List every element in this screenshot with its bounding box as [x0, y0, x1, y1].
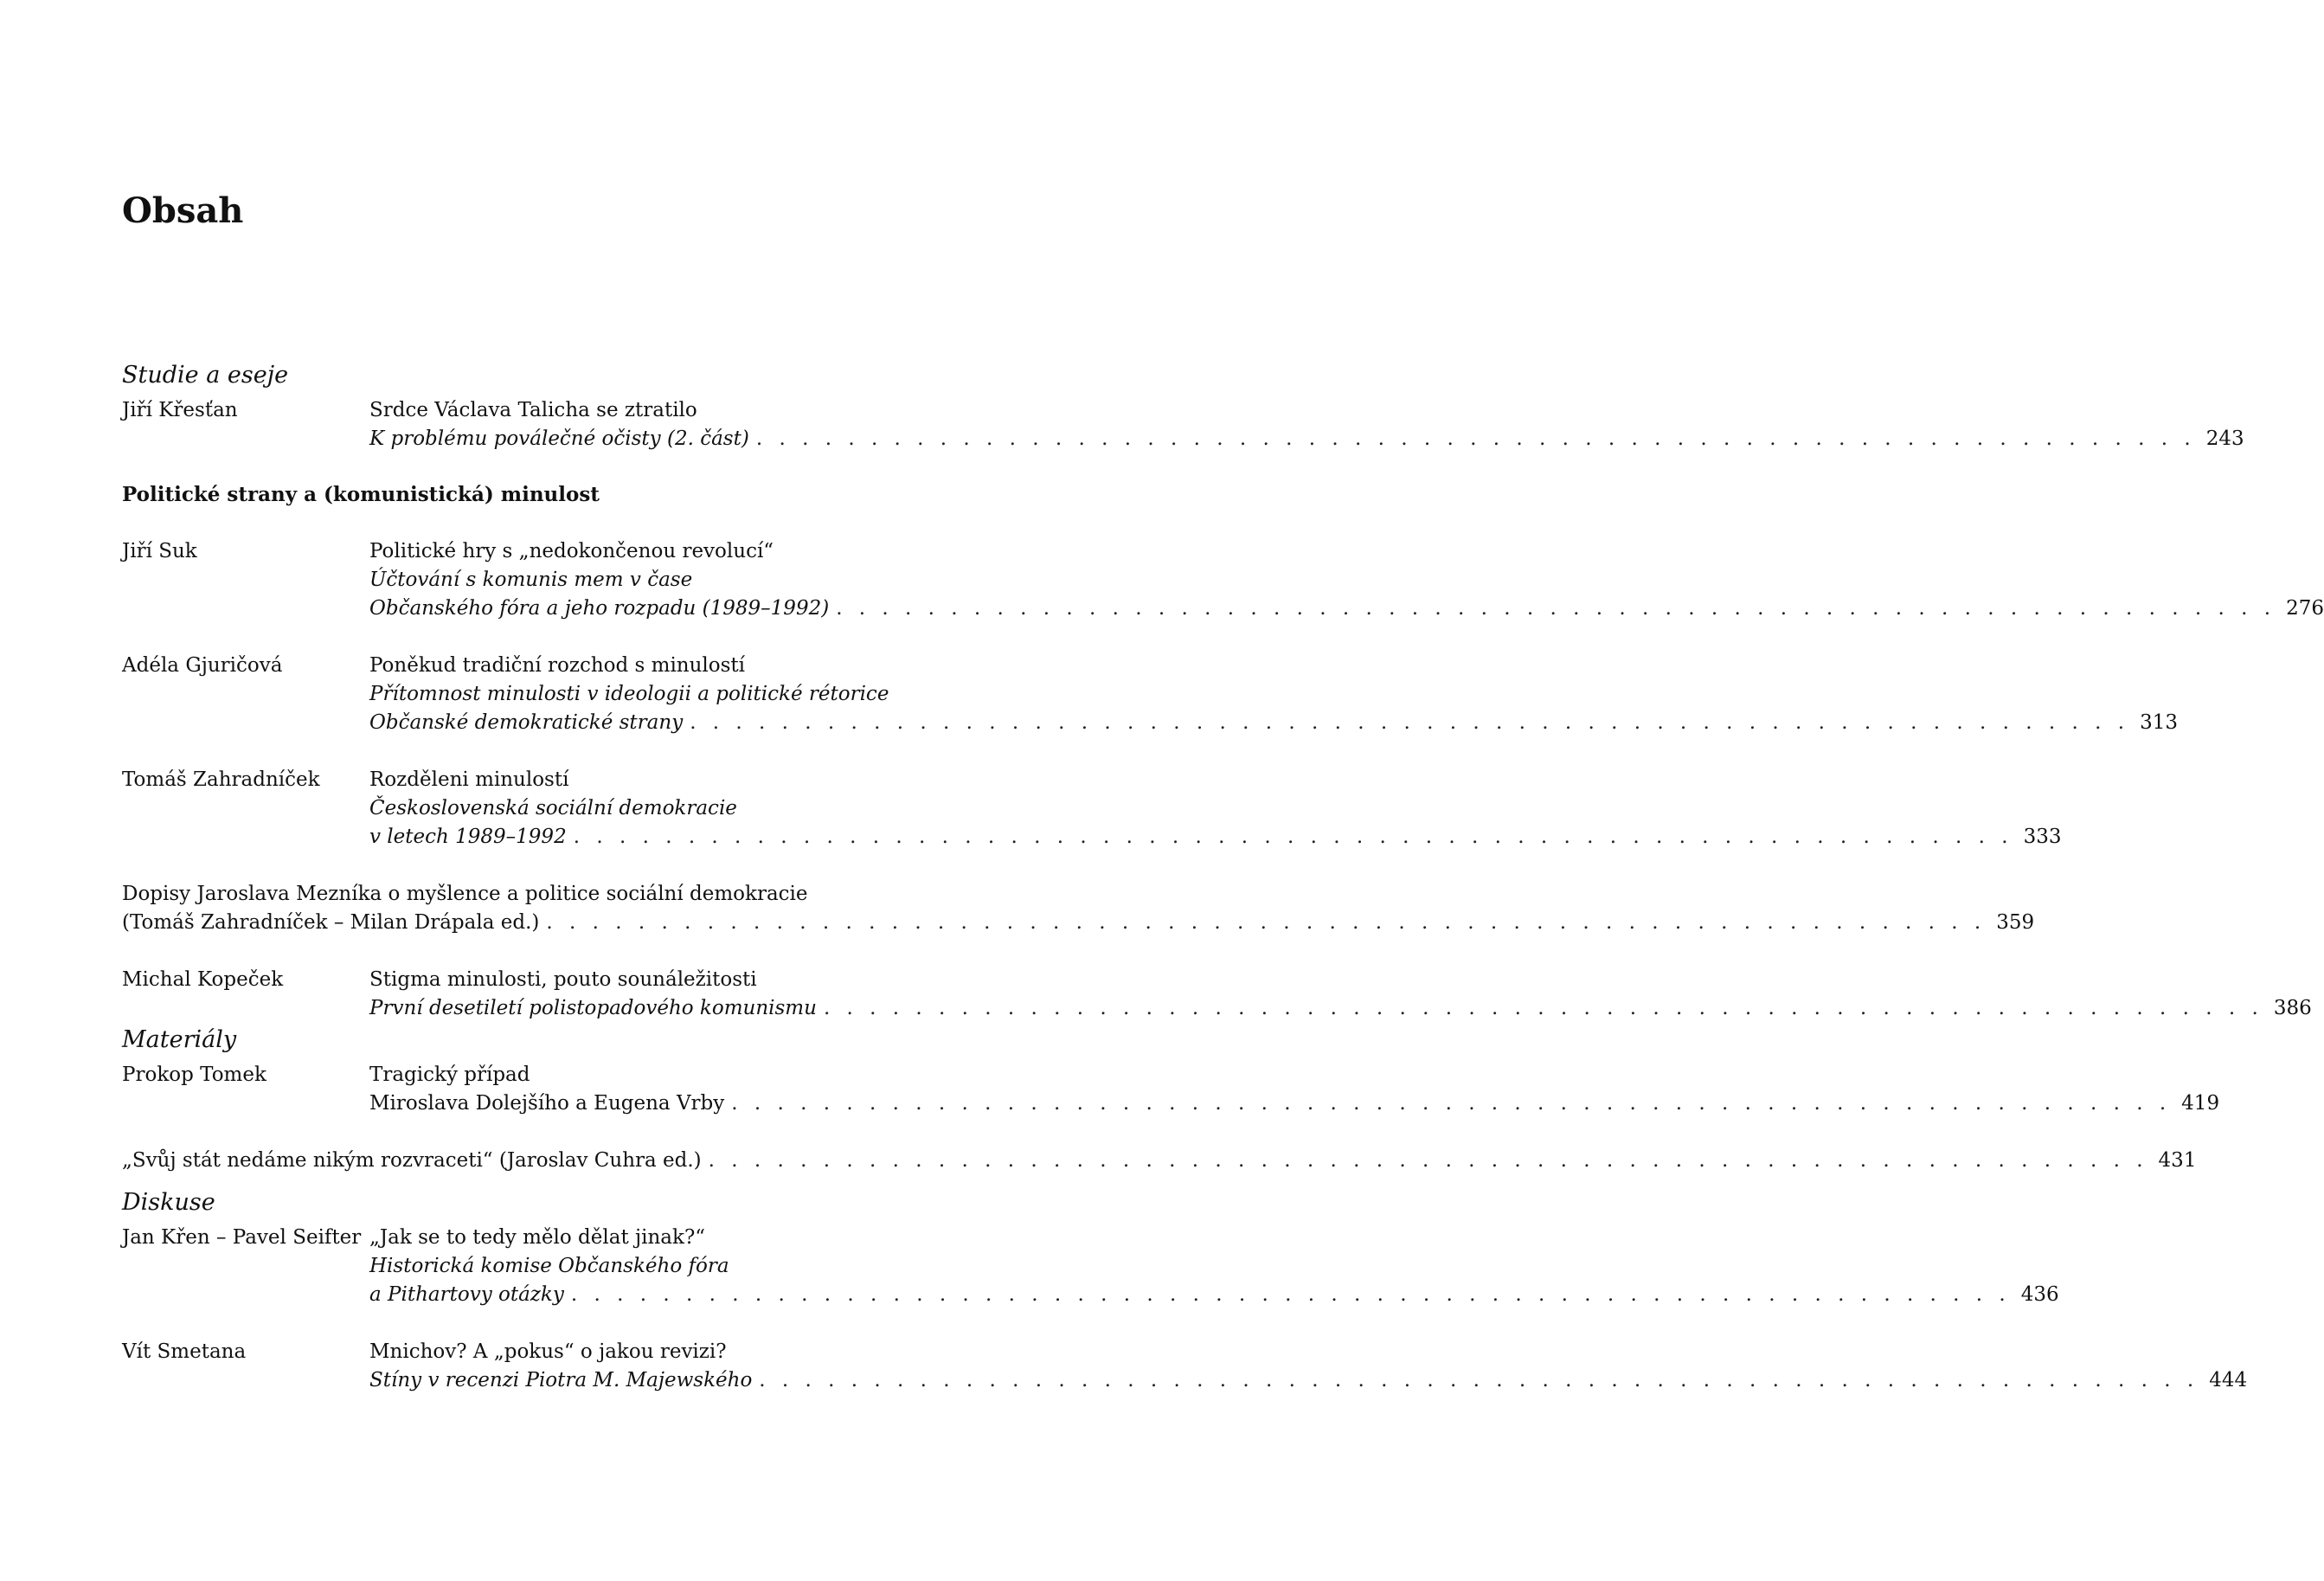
toc-entry-cuhra — [122, 1147, 2197, 1175]
entry-subtitle: Historická komise Občanského fóra — [369, 1255, 729, 1277]
entry-subtitle: Stíny v recenzi Piotra M. Majewského — [369, 1369, 753, 1391]
toc-entry-smetana — [122, 1338, 2248, 1395]
leader-dots: . . . . . . . . . . . . . . . . . . . . . . . . . . . . . . . . . . . . . . . . . . . . . . . . . . . . . . . . . . . . . . . — [690, 711, 2130, 734]
entry-subtitle: Miroslava Dolejšího a Eugena Vrby — [369, 1092, 725, 1115]
section-heading-strany: Politické strany a (komunistická) minulost — [122, 483, 600, 506]
entry-page-number: 313 — [2140, 711, 2178, 734]
entry-page-number: 386 — [2273, 997, 2312, 1019]
entry-subtitle: v letech 1989–1992 — [369, 826, 567, 848]
entry-subtitle: Přítomnost minulosti v ideologii a politické rétorice — [369, 683, 889, 705]
entry-page-number: 276 — [2286, 597, 2324, 620]
entry-title: Stigma minulosti, pouto sounáležitosti — [369, 968, 757, 991]
leader-dots: . . . . . . . . . . . . . . . . . . . . . . . . . . . . . . . . . . . . . . . . . . . . . . . . . . . . . . . . . . . . . . . — [570, 1283, 2011, 1306]
section-heading-diskuse: Diskuse — [122, 1189, 215, 1216]
entry-title: Rozděleni minulostí — [369, 768, 569, 791]
toc-list — [122, 360, 2324, 1395]
entry-page-number: 243 — [2205, 427, 2244, 450]
entry-title: „Svůj stát nedáme nikým rozvraceti“ (Jaroslav Cuhra ed.) — [122, 1149, 702, 1172]
leader-dots: . . . . . . . . . . . . . . . . . . . . . . . . . . . . . . . . . . . . . . . . . . . . . . . . . . . . . . . . . . . . . . . — [573, 826, 2013, 848]
entry-page-number: 333 — [2023, 826, 2062, 848]
entry-subtitle: Československá sociální demokracie — [369, 797, 737, 819]
entry-author: Tomáš Zahradníček — [122, 768, 320, 791]
entry-page-number: 436 — [2020, 1283, 2059, 1306]
toc-entry-kresan — [122, 396, 2244, 453]
entry-subtitle: K problému poválečné očisty (2. část) — [369, 427, 749, 450]
entry-author: Jiří Křesťan — [122, 399, 238, 421]
entry-title: Poněkud tradiční rozchod s minulostí — [369, 654, 746, 677]
entry-title: „Jak se to tedy mělo dělat jinak?“ — [369, 1226, 706, 1249]
entry-author: Jan Křen – Pavel Seifter — [122, 1226, 362, 1249]
leader-dots: . . . . . . . . . . . . . . . . . . . . . . . . . . . . . . . . . . . . . . . . . . . . . . . . . . . . . . . . . . . . . . . — [836, 597, 2276, 620]
leader-dots: . . . . . . . . . . . . . . . . . . . . . . . . . . . . . . . . . . . . . . . . . . . . . . . . . . . . . . . . . . . . . . . — [731, 1092, 2172, 1115]
entry-title: Politické hry s „nedokončenou revolucí“ — [369, 540, 774, 562]
entry-subtitle: První desetiletí polistopadového komunismu — [369, 997, 817, 1019]
entry-subtitle: Účtování s komunis mem v čase — [369, 569, 693, 591]
entry-author: Prokop Tomek — [122, 1064, 266, 1086]
leader-dots: . . . . . . . . . . . . . . . . . . . . . . . . . . . . . . . . . . . . . . . . . . . . . . . . . . . . . . . . . . . . . . . — [546, 911, 1987, 934]
toc-entry-zahradnicek — [122, 766, 2062, 852]
toc-entry-tomek — [122, 1061, 2220, 1118]
section-heading-materialy: Materiály — [122, 1026, 237, 1053]
entry-subtitle: Občanského fóra a jeho rozpadu (1989–1992) — [369, 597, 830, 620]
section-heading-studie: Studie a eseje — [122, 362, 289, 389]
page-title: Obsah — [122, 190, 244, 231]
entry-subtitle: a Pithartovy otázky — [369, 1283, 564, 1306]
entry-subtitle: Občanské demokratické strany — [369, 711, 684, 734]
entry-title: Srdce Václava Talicha se ztratilo — [369, 399, 697, 421]
leader-dots: . . . . . . . . . . . . . . . . . . . . . . . . . . . . . . . . . . . . . . . . . . . . . . . . . . . . . . . . . . . . . . . — [755, 427, 2196, 450]
entry-author: Vít Smetana — [122, 1340, 247, 1363]
leader-dots: . . . . . . . . . . . . . . . . . . . . . . . . . . . . . . . . . . . . . . . . . . . . . . . . . . . . . . . . . . . . . . . — [759, 1369, 2199, 1391]
toc-entry-kopecek — [122, 966, 2312, 1023]
entry-author: Jiří Suk — [122, 540, 197, 562]
entry-author: Adéla Gjuričová — [122, 654, 283, 677]
entry-title: Dopisy Jaroslava Mezníka o myšlence a politice sociální demokracie — [122, 883, 808, 905]
entry-editors: (Tomáš Zahradníček – Milan Drápala ed.) — [122, 911, 540, 934]
leader-dots: . . . . . . . . . . . . . . . . . . . . . . . . . . . . . . . . . . . . . . . . . . . . . . . . . . . . . . . . . . . . . . . — [823, 997, 2263, 1019]
entry-title: Mnichov? A „pokus“ o jakou revizi? — [369, 1340, 727, 1363]
entry-page-number: 359 — [1996, 911, 2035, 934]
toc-entry-gjuricova — [122, 652, 2178, 737]
entry-author: Michal Kopeček — [122, 968, 284, 991]
entry-page-number: 419 — [2181, 1092, 2220, 1115]
toc-entry-kren — [122, 1224, 2059, 1309]
entry-title: Tragický případ — [369, 1064, 530, 1086]
leader-dots: . . . . . . . . . . . . . . . . . . . . . . . . . . . . . . . . . . . . . . . . . . . . . . . . . . . . . . . . . . . . . . . — [708, 1149, 2148, 1172]
toc-entry-suk — [122, 537, 2324, 623]
toc-entry-meznik — [122, 880, 2035, 937]
entry-page-number: 431 — [2158, 1149, 2197, 1172]
entry-page-number: 444 — [2209, 1369, 2248, 1391]
